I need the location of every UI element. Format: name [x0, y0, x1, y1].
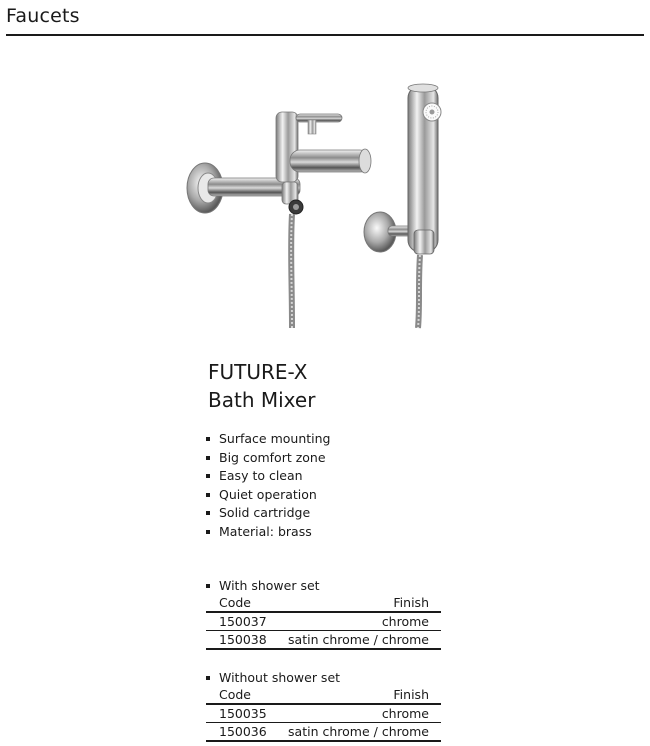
product-code: 150036 — [219, 724, 267, 739]
product-finish: satin chrome / chrome — [288, 724, 429, 739]
table-row — [206, 631, 441, 650]
product-title-block — [208, 358, 315, 414]
feature-item: Big comfort zone — [206, 449, 331, 468]
bullet-icon — [206, 676, 210, 680]
bullet-icon — [206, 584, 210, 588]
product-code: 150038 — [219, 632, 267, 647]
feature-item: Material: brass — [206, 523, 331, 542]
product-finish: chrome — [381, 614, 429, 629]
bullet-icon — [206, 456, 210, 460]
feature-item: Solid cartridge — [206, 504, 331, 523]
bullet-icon — [206, 493, 210, 497]
product-code: 150035 — [219, 706, 267, 721]
feature-item: Quiet operation — [206, 486, 331, 505]
page-header — [6, 4, 644, 36]
bullet-icon — [206, 437, 210, 441]
bullet-icon — [206, 530, 210, 534]
table-header — [206, 686, 441, 705]
table-row — [206, 613, 441, 631]
variant-heading: Without shower set — [206, 669, 441, 686]
finish-column-header: Finish — [393, 595, 429, 610]
product-type: Bath Mixer — [208, 388, 316, 412]
product-finish: chrome — [381, 706, 429, 721]
variant-without-shower-set — [206, 669, 441, 742]
code-column-header: Code — [219, 595, 252, 610]
bath-mixer-product-image — [180, 80, 460, 330]
feature-item: Surface mounting — [206, 430, 331, 449]
bullet-icon — [206, 511, 210, 515]
product-code: 150037 — [219, 614, 267, 629]
table-header — [206, 594, 441, 613]
table-row — [206, 705, 441, 723]
feature-list — [206, 430, 331, 541]
variant-with-shower-set — [206, 577, 441, 650]
bullet-icon — [206, 474, 210, 478]
table-row — [206, 723, 441, 742]
product-name: FUTURE-X — [208, 360, 308, 384]
product-finish: satin chrome / chrome — [288, 632, 429, 647]
page-title: Faucets — [6, 5, 80, 27]
variant-heading: With shower set — [206, 577, 441, 594]
code-column-header: Code — [219, 687, 252, 702]
feature-item: Easy to clean — [206, 467, 331, 486]
finish-column-header: Finish — [393, 687, 429, 702]
